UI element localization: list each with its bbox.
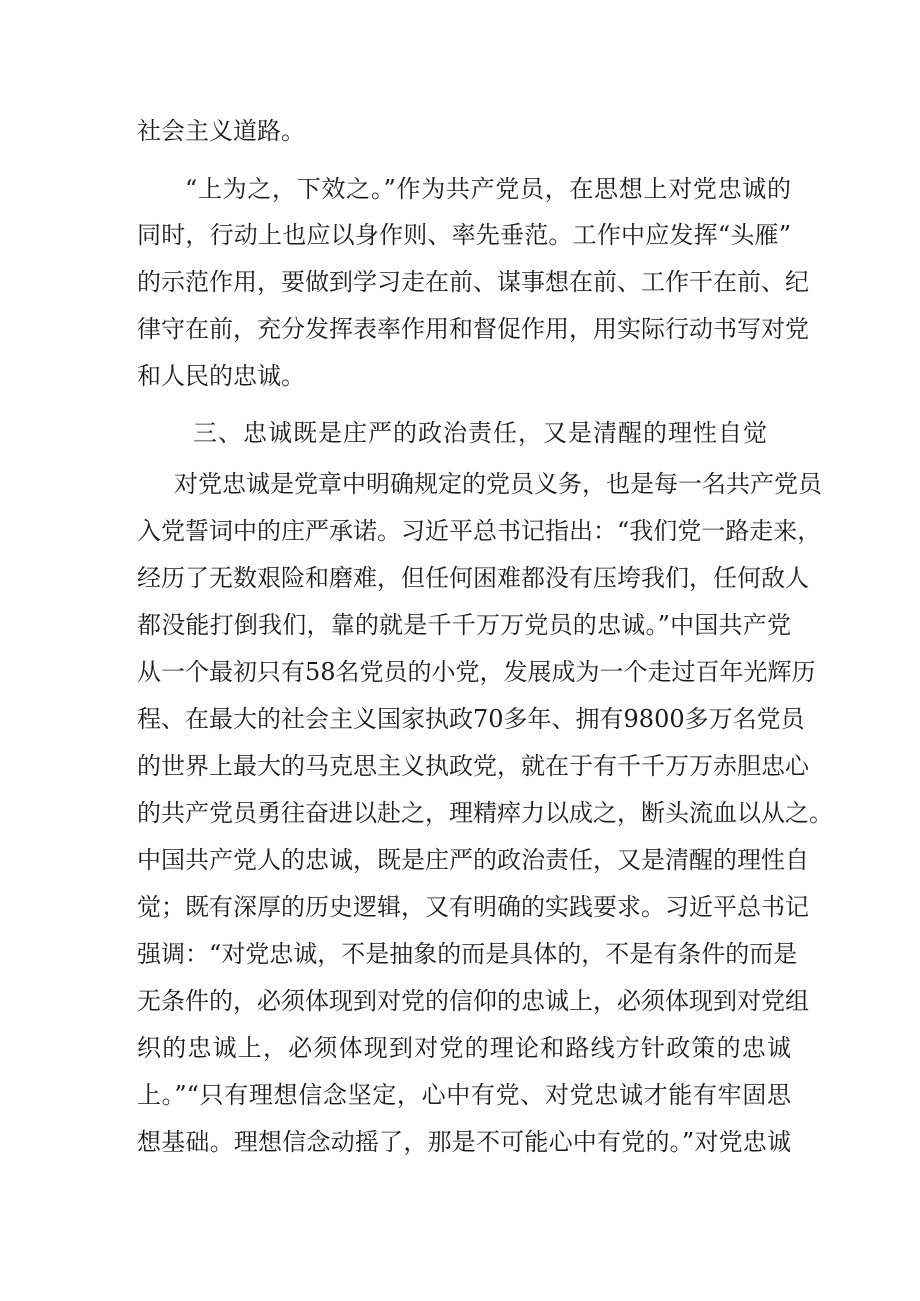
paragraph-line: 都没能打倒我们，靠的就是千千万万党员的忠诚。”中国共产党 [137,611,791,639]
paragraph-line: 的示范作用，要做到学习走在前、谋事想在前、工作干在前、纪 [137,268,809,296]
paragraph-line: 想基础。理想信念动摇了，那是不可能心中有党的。”对党忠诚 [137,1128,791,1156]
paragraph-line: 觉；既有深厚的历史逻辑，又有明确的实践要求。习近平总书记 [137,893,809,921]
paragraph-line: 从一个最初只有58名党员的小党，发展成为一个走过百年光辉历 [137,658,816,686]
paragraph-line: 入党誓词中的庄严承诺。习近平总书记指出：“我们党一路走来， [137,517,822,545]
paragraph-line: 和人民的忠诚。 [137,362,305,390]
paragraph-line: 对党忠诚是党章中明确规定的党员义务，也是每一名共产党员 [174,470,822,498]
paragraph-line: 的世界上最大的马克思主义执政党，就在于有千千万万赤胆忠心 [137,752,809,780]
paragraph-line: 的共产党员勇往奋进以赴之，理精瘁力以成之，断头流血以从之。 [137,799,833,827]
section-heading: 三、忠诚既是庄严的政治责任，又是清醒的理性自觉 [193,419,768,447]
paragraph-line: 上。”“只有理想信念坚定，心中有党、对党忠诚才能有牢固思 [137,1081,791,1109]
paragraph-line: 无条件的，必须体现到对党的信仰的忠诚上，必须体现到对党组 [137,987,809,1015]
paragraph-line: 织的忠诚上，必须体现到对党的理论和路线方针政策的忠诚 [137,1034,791,1062]
paragraph-line: 中国共产党人的忠诚，既是庄严的政治责任，又是清醒的理性自 [137,846,809,874]
paragraph-line: 程、在最大的社会主义国家执政70多年、拥有9800多万名党员 [137,705,805,733]
paragraph-line: “上为之，下效之。”作为共产党员，在思想上对党忠诚的 [185,175,791,203]
paragraph-line: 社会主义道路。 [137,117,305,145]
paragraph-line: 经历了无数艰险和磨难，但任何困难都没有压垮我们，任何敌人 [137,564,809,592]
paragraph-line: 同时，行动上也应以身作则、率先垂范。工作中应发挥“头雁” [137,221,791,249]
paragraph-line: 强调：“对党忠诚，不是抽象的而是具体的，不是有条件的而是 [137,940,798,968]
paragraph-line: 律守在前，充分发挥表率作用和督促作用，用实际行动书写对党 [137,315,809,343]
